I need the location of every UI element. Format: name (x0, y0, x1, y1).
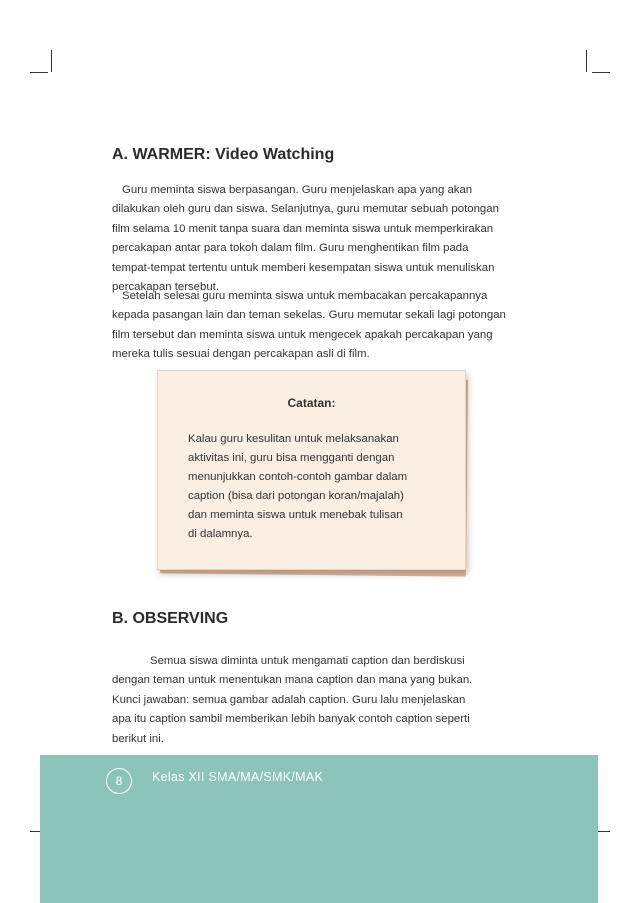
crop-mark-top-right-v (586, 50, 587, 72)
note-line: menunjukkan contoh-contoh gambar dalam (188, 471, 408, 483)
text-line: berikut ini. (112, 732, 164, 745)
footer-band (40, 755, 598, 903)
note-card (157, 370, 466, 570)
section-a-paragraph-2 (112, 287, 510, 365)
text-line: Kunci jawaban: semua gambar adalah caption. Guru lalu menjelaskan (112, 693, 466, 706)
note-box (157, 370, 469, 575)
text-line: percakapan tersebut. (112, 281, 220, 294)
section-b-title: B. OBSERVING (112, 610, 229, 627)
section-a-paragraph-1 (112, 181, 510, 297)
text-line: Semua siswa diminta untuk mengamati caption dan berdiskusi (150, 655, 465, 667)
text-line: Guru meminta siswa berpasangan. Guru menjelaskan apa yang akan (122, 184, 473, 196)
text-line: Setelah selesai guru meminta siswa untuk membacakan percakapannya (122, 290, 488, 302)
note-line: caption (bisa dari potongan koran/majalah) (188, 490, 404, 502)
note-line: dan meminta siswa untuk menebak tulisan (188, 509, 403, 521)
crop-mark-top-left-v (51, 50, 52, 72)
section-b-paragraph (112, 652, 510, 749)
text-line: dengan teman untuk menentukan mana caption dan mana yang bukan. (112, 674, 473, 687)
text-line: film selama 10 menit tanpa suara dan meminta siswa untuk memperkirakan (112, 222, 494, 235)
text-line: tempat-tempat tertentu untuk memberi kesempatan siswa untuk menuliskan (112, 261, 495, 274)
text-line: dilakukan oleh guru dan siswa. Selanjutnya, guru memutar sebuah potongan (112, 203, 499, 216)
crop-mark-top-left-h (30, 72, 48, 73)
section-a-title: A. WARMER: Video Watching (112, 146, 335, 163)
note-body (188, 430, 438, 544)
text-line: percakapan antar para tokoh dalam film. Guru menghentikan film pada (112, 242, 469, 255)
note-line: di dalamnya. (188, 528, 253, 540)
text-line: apa itu caption sambil memberikan lebih banyak contoh caption seperti (112, 713, 470, 726)
text-line: film tersebut dan meminta siswa untuk mengecek apakah percakapan yang (112, 328, 493, 341)
book-title: Kelas XII SMA/MA/SMK/MAK (152, 770, 324, 784)
note-title: Catatan: (287, 396, 336, 410)
page-number: 8 (106, 768, 132, 794)
text-line: kepada pasangan lain dan teman sekelas. Guru memutar sekali lagi potongan (112, 309, 506, 322)
crop-mark-top-right-h (592, 72, 610, 73)
text-line: mereka tulis sesuai dengan percakapan asli di film. (112, 348, 370, 361)
note-line: aktivitas ini, guru bisa mengganti dengan (188, 452, 395, 464)
note-line: Kalau guru kesulitan untuk melaksanakan (188, 433, 399, 445)
